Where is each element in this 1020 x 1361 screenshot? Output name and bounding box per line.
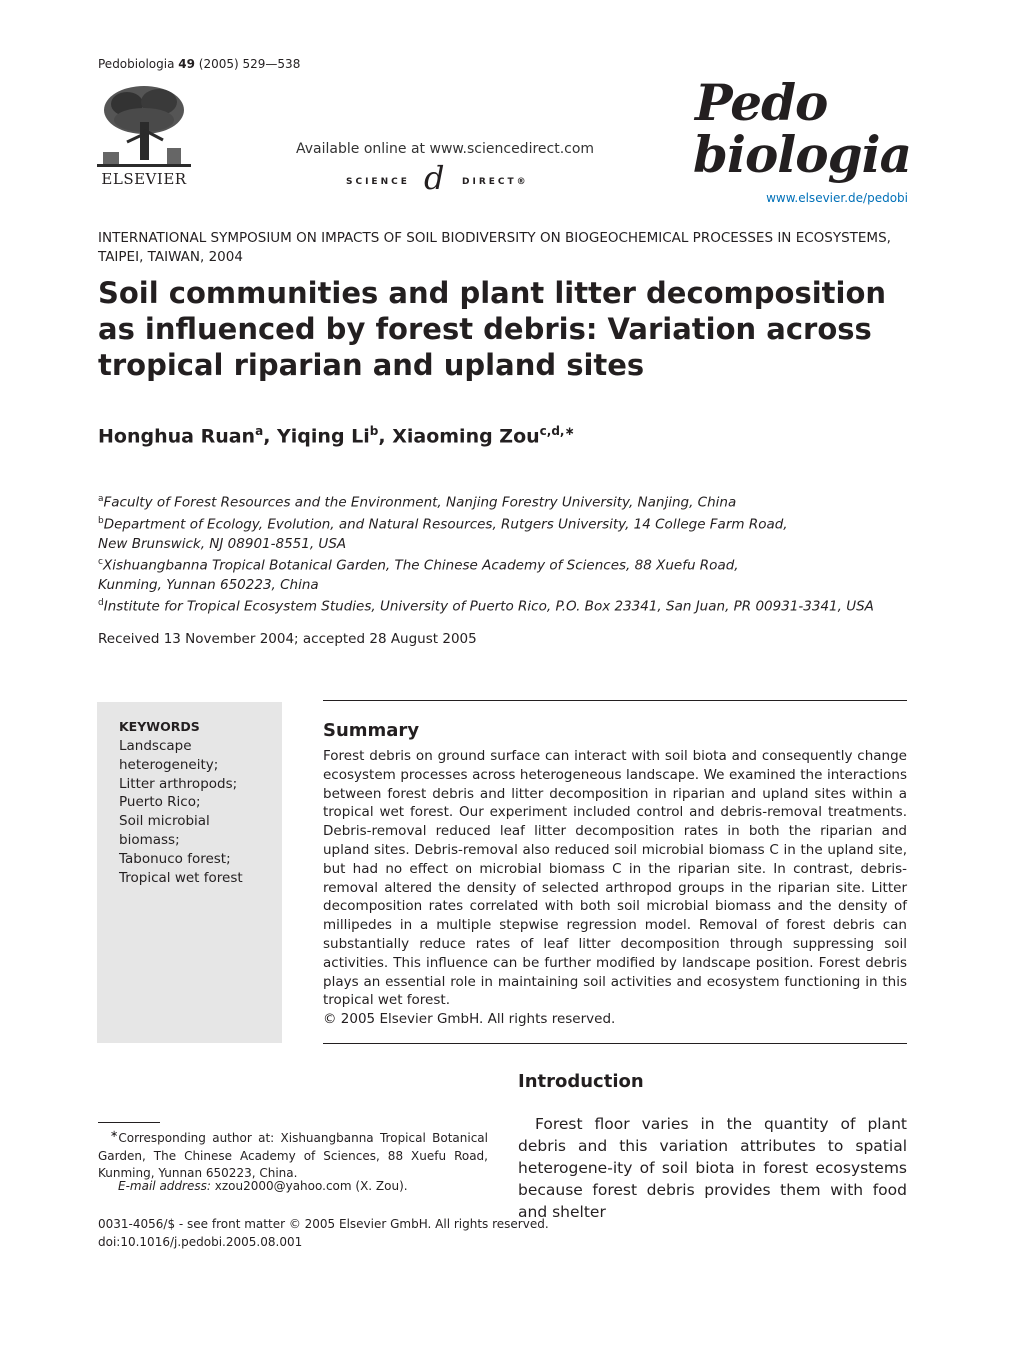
summary-text: Forest debris on ground surface can interact with soil biota and consequently change ecosystem processes across heterogeneous landscape. We examined the interactions between forest debris and litter decomposition in riparian and upland sites within a tropical wet forest. Our experiment included control and debris-removal treatments. Debris-removal reduced leaf litter decomposition rates in both the riparian and upland sites. Debris-removal also reduced soil microbial biomass C in the upland site, but had no effect on microbial biomass C in the riparian site. In contrast, debris-removal altered the density of selected arthropod groups in the riparian site. Litter decomposition rates correlated with both soil microbial biomass and the density of millipedes in a multiple stepwise regression model. Removal of forest debris can substantially reduce rates of leaf litter decomposition through suppressing soil activities. This influence can be further modified by landscape position. Forest debris plays an essential role in maintaining soil activities and ecosystem functioning in this tropical wet forest. xyxy=(323,748,907,1009)
affiliations xyxy=(98,490,928,617)
author-sup: a xyxy=(255,424,264,438)
journal-url-link[interactable]: www.elsevier.de/pedobi xyxy=(766,191,908,205)
footnote-text: Corresponding author at: Xishuangbanna Tropical Botanical Garden, The Chinese Academy of Sciences, 88 Xuefu Road, Kunming, Yunnan 650223, China. xyxy=(98,1131,488,1180)
affiliation-c xyxy=(98,553,928,575)
introduction-text: Forest floor varies in the quantity of plant debris and this variation attributes to spatial heterogene-ity of soil biota in forest ecosystems because forest debris provides them with food and shelter xyxy=(518,1115,907,1221)
footnote-rule xyxy=(98,1122,160,1123)
affiliation-b xyxy=(98,512,928,534)
doi-link[interactable]: doi:10.1016/j.pedobi.2005.08.001 xyxy=(98,1235,303,1249)
symposium-line: INTERNATIONAL SYMPOSIUM ON IMPACTS OF SOIL BIODIVERSITY ON BIOGEOCHEMICAL PROCESSES IN ECOSYSTEMS, TAIPEI, TAIWAN, 2004 xyxy=(98,230,891,265)
journal-name-line2: biologia xyxy=(693,125,912,184)
keyword-item: Litter arthropods; xyxy=(119,775,238,792)
footnote-mark xyxy=(98,1131,118,1145)
affiliation-line: Institute for Tropical Ecosystem Studies, University of Puerto Rico, P.O. Box 23341, San Juan, PR 00931-3341, USA xyxy=(103,598,874,615)
journal-name-line1: Pedo xyxy=(695,73,828,132)
keyword-item: Tropical wet forest xyxy=(119,869,243,886)
affiliation-b-cont: New Brunswick, NJ 08901-8551, USA xyxy=(98,535,347,552)
corresponding-author-footnote xyxy=(98,1126,488,1183)
email-label: E-mail address: xyxy=(118,1179,211,1193)
introduction-heading: Introduction xyxy=(518,1071,644,1092)
affiliation-sup: c xyxy=(98,557,103,568)
affiliation-line: Xishuangbanna Tropical Botanical Garden, The Chinese Academy of Sciences, 88 Xuefu Road, xyxy=(102,557,739,574)
sciencedirect-symbol-icon: d xyxy=(424,159,445,197)
author-sup: b xyxy=(369,424,379,438)
front-matter xyxy=(98,1215,549,1251)
affiliation-sup: d xyxy=(98,598,104,609)
author-sep: , xyxy=(378,425,393,448)
citation-journal: Pedobiologia xyxy=(98,57,175,71)
affiliation-sup: b xyxy=(98,516,104,527)
keyword-item: Landscape heterogeneity; xyxy=(119,738,219,773)
affiliation-sup: a xyxy=(98,494,104,504)
author-name: Honghua Ruan xyxy=(98,425,256,448)
summary-heading: Summary xyxy=(323,720,420,741)
author-sep: , xyxy=(263,425,278,448)
divider-top xyxy=(323,700,907,701)
affiliation-c-cont: Kunming, Yunnan 650223, China xyxy=(98,576,319,593)
affiliation-a xyxy=(98,490,928,512)
citation-volume: 49 xyxy=(178,57,195,71)
issn-line: 0031-4056/$ - see front matter © 2005 Elsevier GmbH. All rights reserved. xyxy=(98,1217,549,1231)
email-line xyxy=(118,1179,408,1193)
keyword-item: Tabonuco forest; xyxy=(119,850,231,867)
article-title: Soil communities and plant litter decomposition as influenced by forest debris: Variation across tropical riparian and upland sites xyxy=(98,276,887,382)
author-name: Xiaoming Zou xyxy=(392,425,540,448)
journal-citation xyxy=(98,57,300,71)
author-name: Yiqing Li xyxy=(277,425,370,448)
keywords-heading: KEYWORDS xyxy=(119,719,200,734)
keywords-list xyxy=(119,737,269,887)
sciencedirect-left: SCIENCE xyxy=(346,177,410,187)
keyword-item: Puerto Rico; xyxy=(119,794,201,811)
sciencedirect-right: DIRECT® xyxy=(462,177,529,187)
keyword-item: Soil microbial biomass; xyxy=(119,813,210,848)
affiliation-d xyxy=(98,594,928,616)
divider-bottom xyxy=(323,1043,907,1044)
elsevier-wordmark: ELSEVIER xyxy=(101,170,187,188)
footnote-sup: ∗ xyxy=(110,1129,119,1140)
affiliation-line: Faculty of Forest Resources and the Environment, Nanjing Forestry University, Nanjing, China xyxy=(103,494,737,511)
received-dates: Received 13 November 2004; accepted 28 August 2005 xyxy=(98,631,477,647)
summary-copyright: © 2005 Elsevier GmbH. All rights reserved. xyxy=(323,1011,616,1027)
author-list xyxy=(98,424,575,447)
affiliation-line: Department of Ecology, Evolution, and Natural Resources, Rutgers University, 14 College Farm Road, xyxy=(103,516,788,533)
author-sup: c,d,∗ xyxy=(539,424,575,438)
email-address-link[interactable]: xzou2000@yahoo.com (X. Zou). xyxy=(214,1179,408,1193)
available-online-text: Available online at www.sciencedirect.com xyxy=(296,141,595,157)
citation-rest: (2005) 529—538 xyxy=(198,57,301,71)
